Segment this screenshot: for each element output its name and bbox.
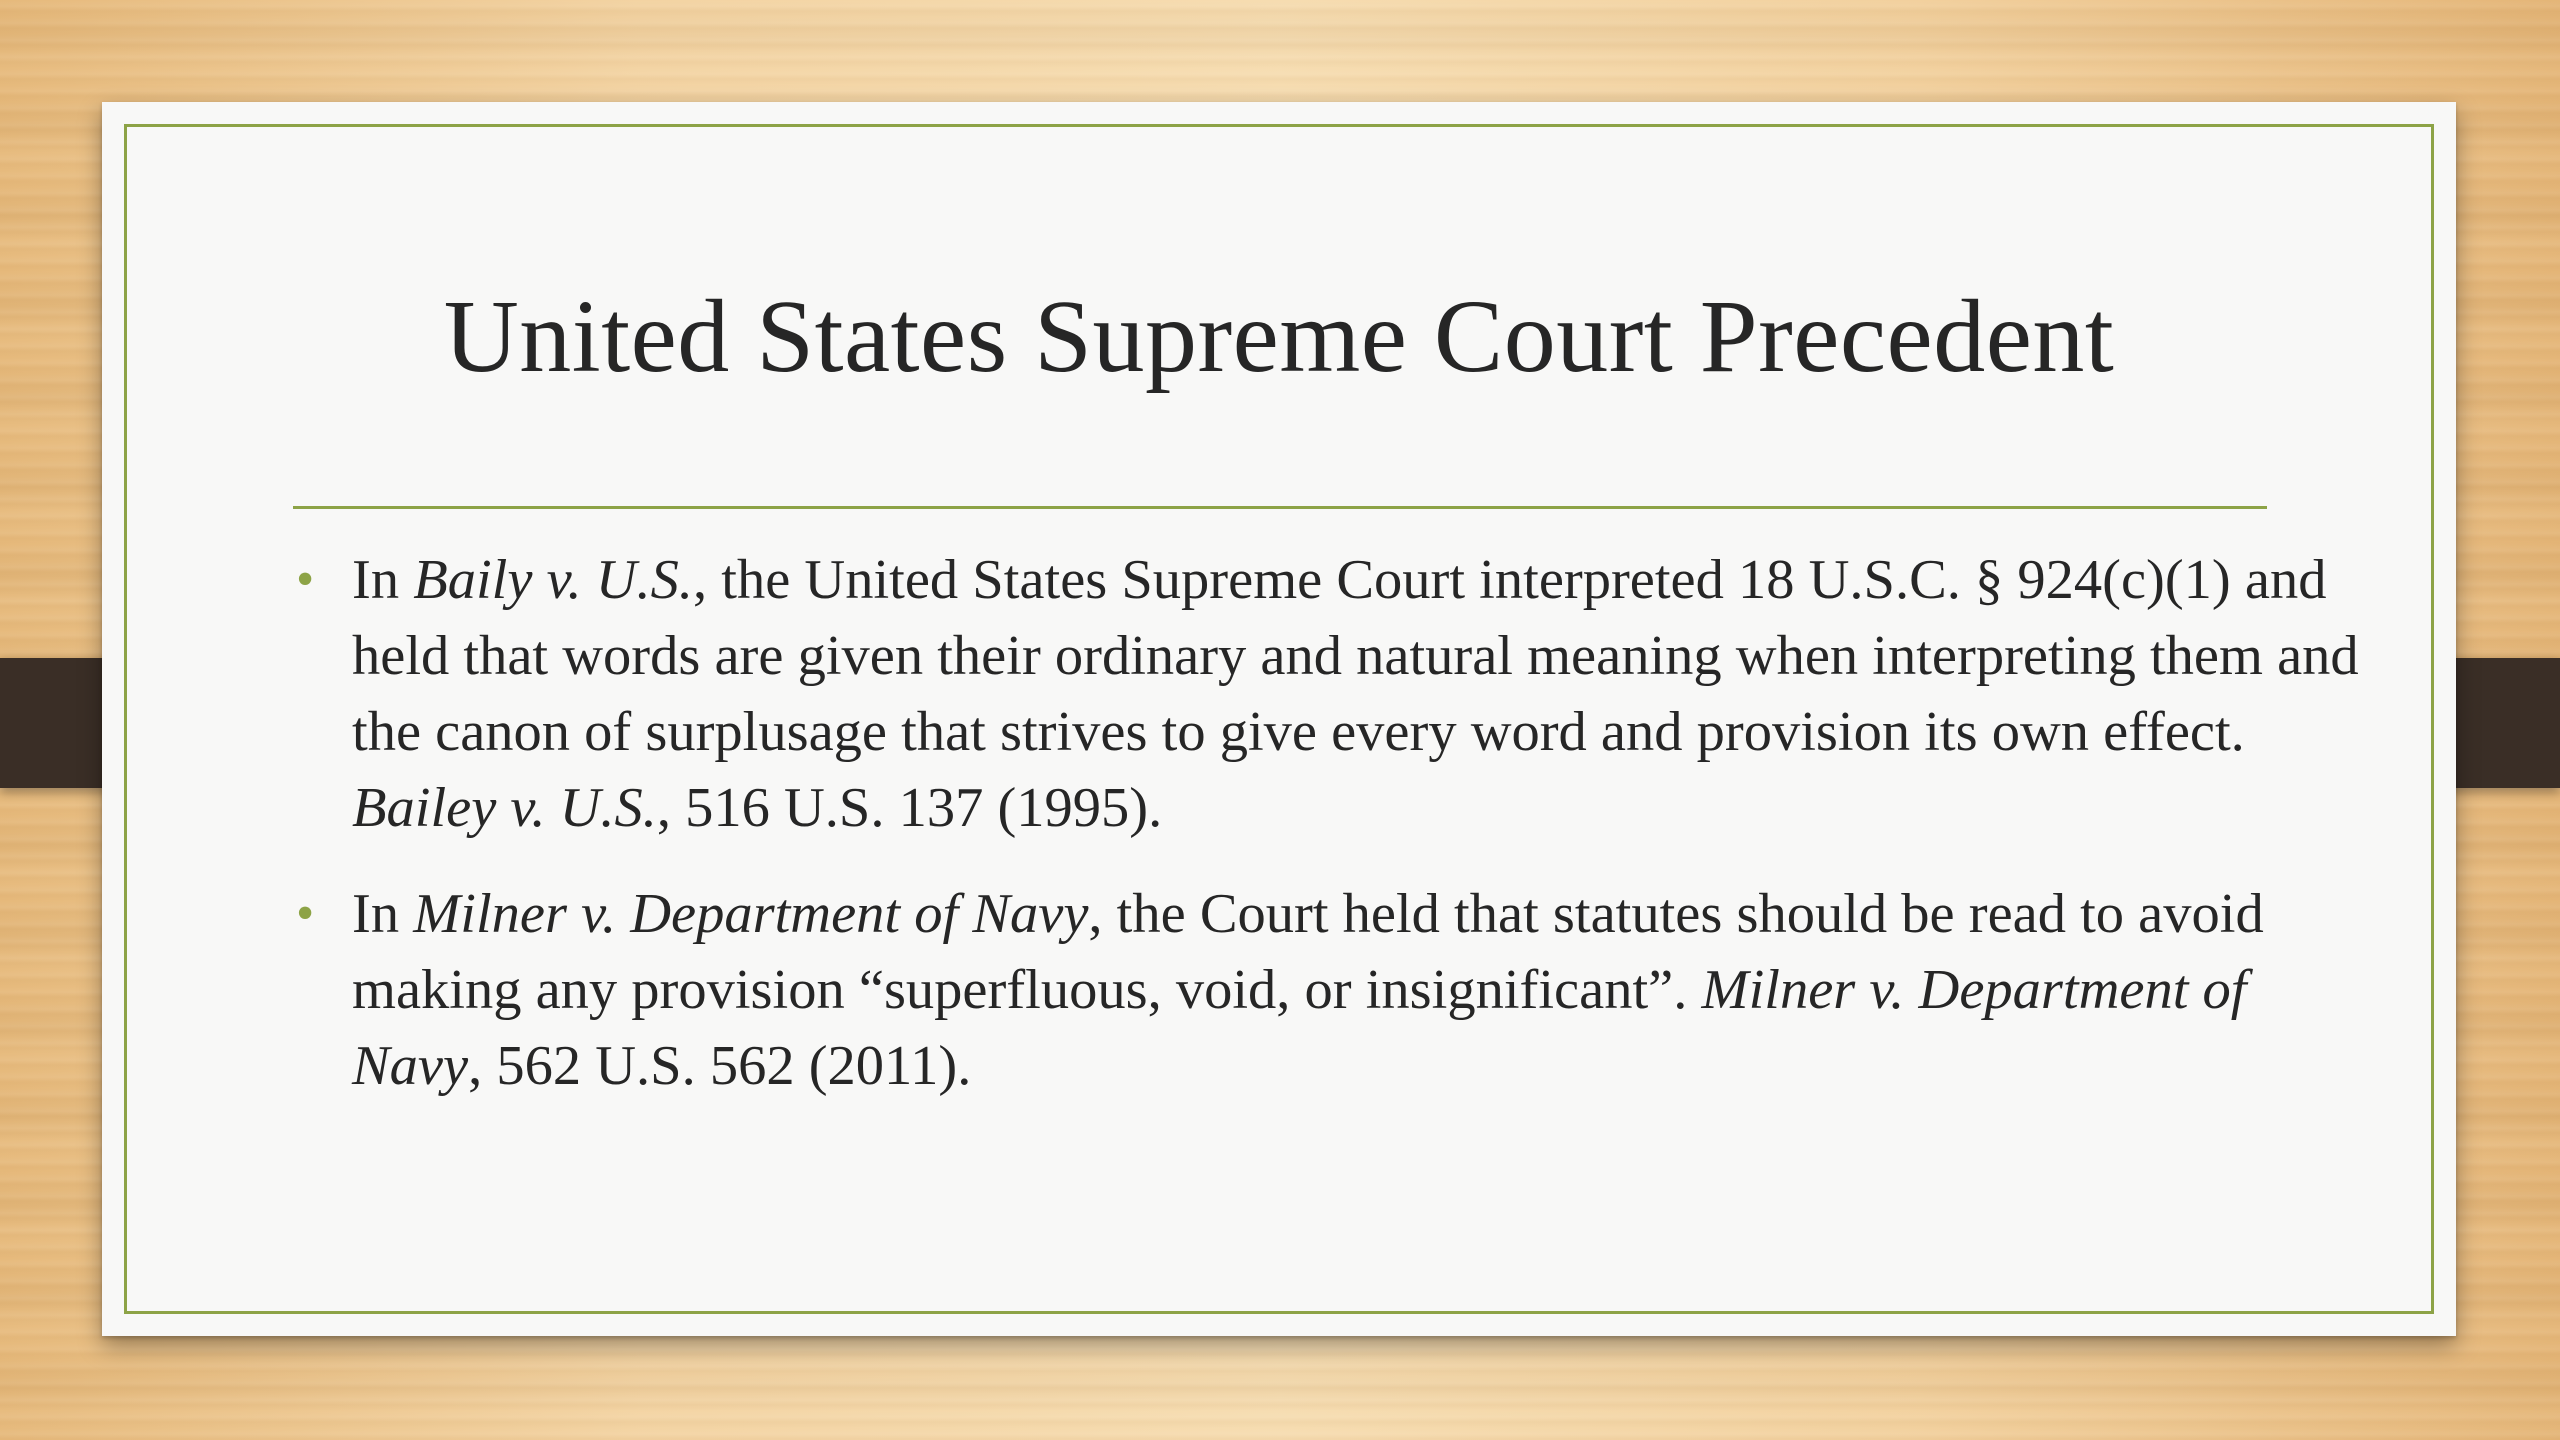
bullet-segment: In [352,883,414,945]
bullet-text [352,883,2264,1097]
bullet-dot-icon: • [296,551,315,608]
case-citation: Milner v. Department of Navy [413,883,1089,945]
bullet-segment: , 516 U.S. 137 (1995). [656,777,1163,839]
bullet-item [296,876,2372,1104]
title-divider [293,506,2267,509]
bullet-dot-icon: • [296,885,315,942]
bullet-text [352,549,2359,839]
bullet-segment: , 562 U.S. 562 (2011). [468,1035,972,1097]
bullet-list [296,542,2372,1134]
slide-card [102,102,2456,1336]
slide-title: United States Supreme Court Precedent [443,279,2115,394]
bullet-segment: , the Court held that statutes should be read to avoid making any provision “superfluous, void, or insignificant”. [352,883,2264,1021]
case-citation: Baily v. U.S. [413,549,693,611]
bullet-segment: In [352,549,414,611]
bullet-item [296,542,2372,846]
case-citation: Bailey v. U.S. [352,777,657,839]
bullet-segment: , the United States Supreme Court interpreted 18 U.S.C. § 924(c)(1) and held that words are given their ordinary and natural meaning when interpreting them and the canon of surplusage that strives to give every word and provision its own effect. [352,549,2359,763]
case-citation: Milner v. Department of Navy [352,959,2247,1097]
